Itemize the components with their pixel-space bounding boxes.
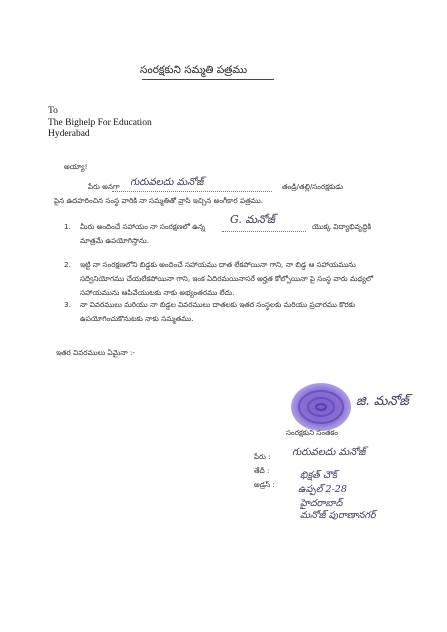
item-1-number: 1. bbox=[64, 222, 71, 231]
name-handwritten: గురువలదు మనోజ్ bbox=[130, 177, 204, 188]
item-1-handwritten: G. మనోజ్ bbox=[230, 213, 275, 226]
item-3-line2: ఉపయోగించుకొనుటకు నాకు సమ్మతము. bbox=[80, 314, 194, 323]
name-prefix: పేరు అనగా bbox=[88, 182, 120, 191]
address-org: The Bighelp For Education bbox=[48, 117, 152, 128]
item-1-dotted-line bbox=[222, 230, 306, 232]
item-3-line1: నా వివరములు మరియు నా బిడ్డల వివరములు దాతలకు ఇతర సంస్థలకు మరియు ప్రచారము కొరకు bbox=[80, 300, 355, 309]
signature-caption: సంరక్షకుని సంతకం bbox=[286, 428, 338, 437]
form-title: సంరక్షకుని సమ్మతి పత్రము bbox=[140, 64, 248, 76]
details-address-line-2: ఉప్పల్ 2-28 bbox=[298, 484, 347, 495]
item-1-text-post: యొక్క విద్యాభివృద్ధికి bbox=[312, 222, 372, 231]
item-2-number: 2. bbox=[64, 260, 71, 269]
details-name-label: పేరు : bbox=[254, 452, 271, 461]
item-2-line2: సద్వినియోగము చేయలేకపోయినా గాని, ఇంక ఏదిరమయినాసరే అర్హత కోల్పోయినా పై సంస్థ వారు మధ్యలో bbox=[80, 274, 374, 283]
other-details-label: ఇతర వివరములు ఏమైనా :- bbox=[56, 348, 136, 357]
address-block bbox=[48, 106, 152, 141]
item-2-line1: ఇట్టి నా సంరక్షణలోని బిడ్డకు అందించే సహాయము దాత లేకపోయినా గాని, నా బిడ్డ ఆ సహాయమును bbox=[80, 260, 356, 269]
title-underline bbox=[142, 79, 274, 80]
details-date-label: తేదీ : bbox=[254, 466, 270, 475]
salutation: అయ్యా! bbox=[64, 162, 88, 171]
details-address-line-3: హైదరాబాద్ bbox=[300, 498, 343, 509]
details-name-value: గురువలదు మనోజ్ bbox=[292, 447, 366, 458]
name-dotted-line bbox=[112, 190, 272, 192]
item-1-line2: మాత్రమే ఉపయోగిస్తాను. bbox=[80, 236, 149, 245]
item-1-text: మీరు అందించే సహాయం నా సంరక్షణలో ఉన్న bbox=[80, 222, 206, 231]
address-city: Hyderabad bbox=[48, 129, 90, 139]
details-address-line-1: భిక్షత్ చౌక్ bbox=[300, 470, 337, 481]
guardian-signature: జి. మనోజ్ bbox=[356, 394, 409, 409]
relation-label: తండ్రి/తల్లి/సంరక్షకుడు bbox=[282, 182, 344, 191]
item-2-line3: సహాయమును ఆపివేయుటకు నాకు అభ్యంతరము లేదు. bbox=[80, 288, 235, 297]
address-to: To bbox=[48, 106, 58, 116]
item-3-number: 3. bbox=[64, 300, 71, 309]
details-address-label: అడ్రస్ : bbox=[254, 480, 275, 489]
details-address-line-4: మనోజ్ పురాణానగర్ bbox=[300, 510, 376, 521]
intro-line: పైన ఉదహరించిన సంస్థ వారికి నా సమ్మతితో వ్రాసి ఇచ్చిన అంగీకార పత్రము. bbox=[54, 196, 264, 205]
